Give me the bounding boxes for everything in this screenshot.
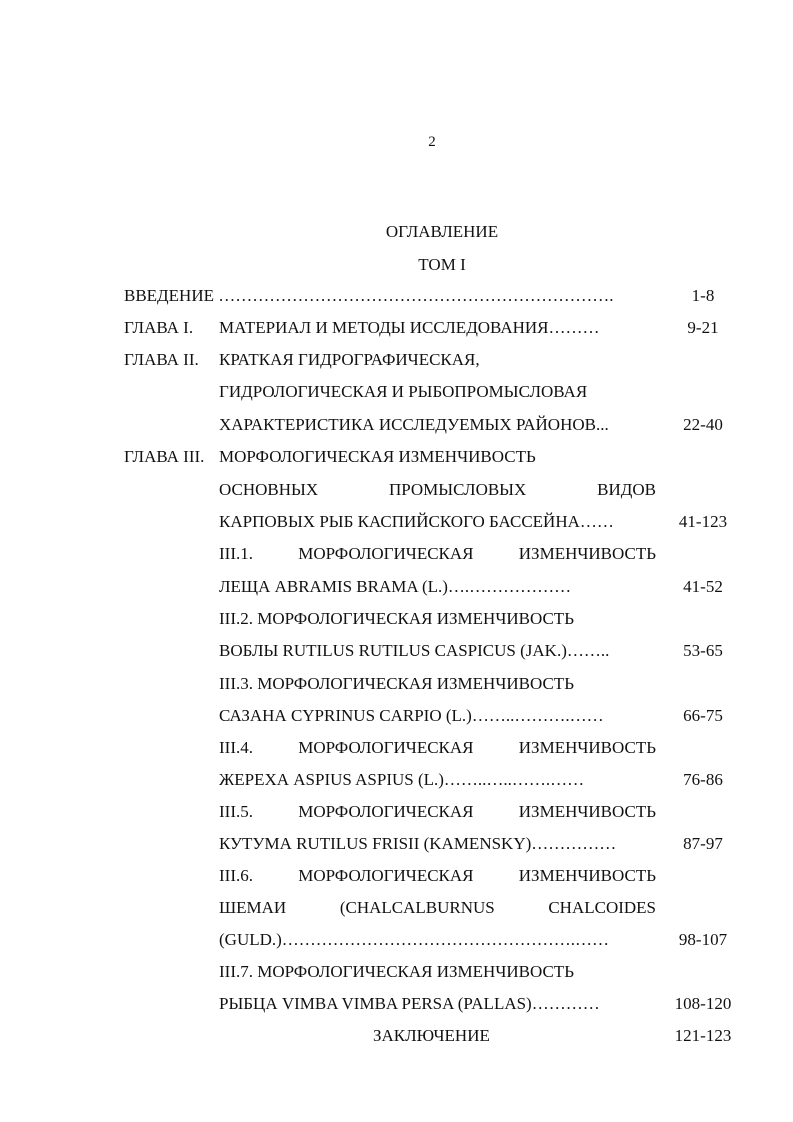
section-3-2-title-line-2: ВОБЛЫ RUTILUS RUTILUS CASPICUS (JAK.)…….. — [219, 641, 610, 660]
section-3-1-title-line-2: ЛЕЩА ABRAMIS BRAMA (L.)….……………… — [219, 577, 572, 596]
section-3-4-title-line-1 — [219, 738, 656, 758]
page-number: 2 — [428, 134, 436, 150]
word: МОРФОЛОГИЧЕСКАЯ — [298, 866, 474, 885]
word: CHALCOIDES — [548, 898, 656, 917]
section-3-5-pages: 87-97 — [683, 834, 723, 853]
word: ИЗМЕНЧИВОСТЬ — [518, 802, 656, 821]
word: МОРФОЛОГИЧЕСКАЯ — [298, 544, 474, 563]
section-3-7-title-line-2: РЫБЦА VIMBA VIMBA PERSA (PALLAS)………… — [219, 994, 600, 1013]
conclusion-title: ЗАКЛЮЧЕНИЕ — [373, 1026, 490, 1045]
toc-title: ОГЛАВЛЕНИЕ — [385, 222, 499, 241]
word: ВИДОВ — [597, 480, 656, 499]
section-3-6-title-line-1 — [219, 866, 656, 886]
word: ИЗМЕНЧИВОСТЬ — [518, 866, 656, 885]
word: III.1. — [219, 544, 253, 563]
conclusion-pages: 121-123 — [674, 1026, 732, 1045]
word: ШЕМАИ — [219, 898, 287, 917]
section-3-2-title-line-1: III.2. МОРФОЛОГИЧЕСКАЯ ИЗМЕНЧИВОСТЬ — [219, 609, 574, 628]
section-3-7-title-line-1: III.7. МОРФОЛОГИЧЕСКАЯ ИЗМЕНЧИВОСТЬ — [219, 962, 574, 981]
chapter-3-label: ГЛАВА III. — [124, 447, 205, 466]
intro-text: ВВЕДЕНИЕ ……………………………………………………………. — [124, 286, 614, 305]
word: III.6. — [219, 866, 253, 885]
chapter-2-title-line-2: ГИДРОЛОГИЧЕСКАЯ И РЫБОПРОМЫСЛОВАЯ — [219, 382, 588, 401]
word: ОСНОВНЫХ — [219, 480, 319, 499]
chapter-2-title-line-1: КРАТКАЯ ГИДРОГРАФИЧЕСКАЯ, — [219, 350, 480, 369]
section-3-2-pages: 53-65 — [683, 641, 723, 660]
chapter-1-title: МАТЕРИАЛ И МЕТОДЫ ИССЛЕДОВАНИЯ……… — [219, 318, 600, 337]
section-3-1-pages: 41-52 — [683, 577, 723, 596]
word: ИЗМЕНЧИВОСТЬ — [518, 544, 656, 563]
chapter-2-pages: 22-40 — [683, 415, 723, 434]
section-3-3-title-line-1: III.3. МОРФОЛОГИЧЕСКАЯ ИЗМЕНЧИВОСТЬ — [219, 674, 574, 693]
section-3-4-title-line-2: ЖЕРЕХА ASPIUS ASPIUS (L.)……..…..…….…… — [219, 770, 585, 789]
chapter-2-label: ГЛАВА II. — [124, 350, 199, 369]
word: МОРФОЛОГИЧЕСКАЯ — [298, 802, 474, 821]
word: (CHALCALBURNUS — [339, 898, 495, 917]
chapter-3-pages: 41-123 — [678, 512, 728, 531]
chapter-3-title-line-3: КАРПОВЫХ РЫБ КАСПИЙСКОГО БАССЕЙНА…… — [219, 512, 614, 531]
section-3-6-title-line-3: (GULD.)…………………………………………….…… — [219, 930, 610, 949]
word: МОРФОЛОГИЧЕСКАЯ — [298, 738, 474, 757]
section-3-6-title-line-2 — [219, 898, 656, 918]
chapter-3-title-line-1: МОРФОЛОГИЧЕСКАЯ ИЗМЕНЧИВОСТЬ — [219, 447, 536, 466]
word: ИЗМЕНЧИВОСТЬ — [518, 738, 656, 757]
volume-heading: ТОМ I — [418, 255, 466, 274]
section-3-7-pages: 108-120 — [674, 994, 732, 1013]
chapter-2-title-line-3: ХАРАКТЕРИСТИКА ИССЛЕДУЕМЫХ РАЙОНОВ... — [219, 415, 609, 434]
word: III.4. — [219, 738, 253, 757]
section-3-1-title-line-1 — [219, 544, 656, 564]
section-3-5-title-line-2: КУТУМА RUTILUS FRISII (KAMENSKY)…………… — [219, 834, 617, 853]
section-3-6-pages: 98-107 — [678, 930, 728, 949]
chapter-1-label: ГЛАВА I. — [124, 318, 194, 337]
chapter-1-pages: 9-21 — [687, 318, 719, 337]
word: ПРОМЫСЛОВЫХ — [388, 480, 527, 499]
section-3-3-pages: 66-75 — [683, 706, 723, 725]
word: III.5. — [219, 802, 253, 821]
section-3-5-title-line-1 — [219, 802, 656, 822]
chapter-3-title-line-2 — [219, 480, 656, 500]
section-3-3-title-line-2: САЗАНА CYPRINUS CARPIO (L.)……..……….…… — [219, 706, 604, 725]
section-3-4-pages: 76-86 — [683, 770, 723, 789]
intro-pages: 1-8 — [691, 286, 715, 305]
